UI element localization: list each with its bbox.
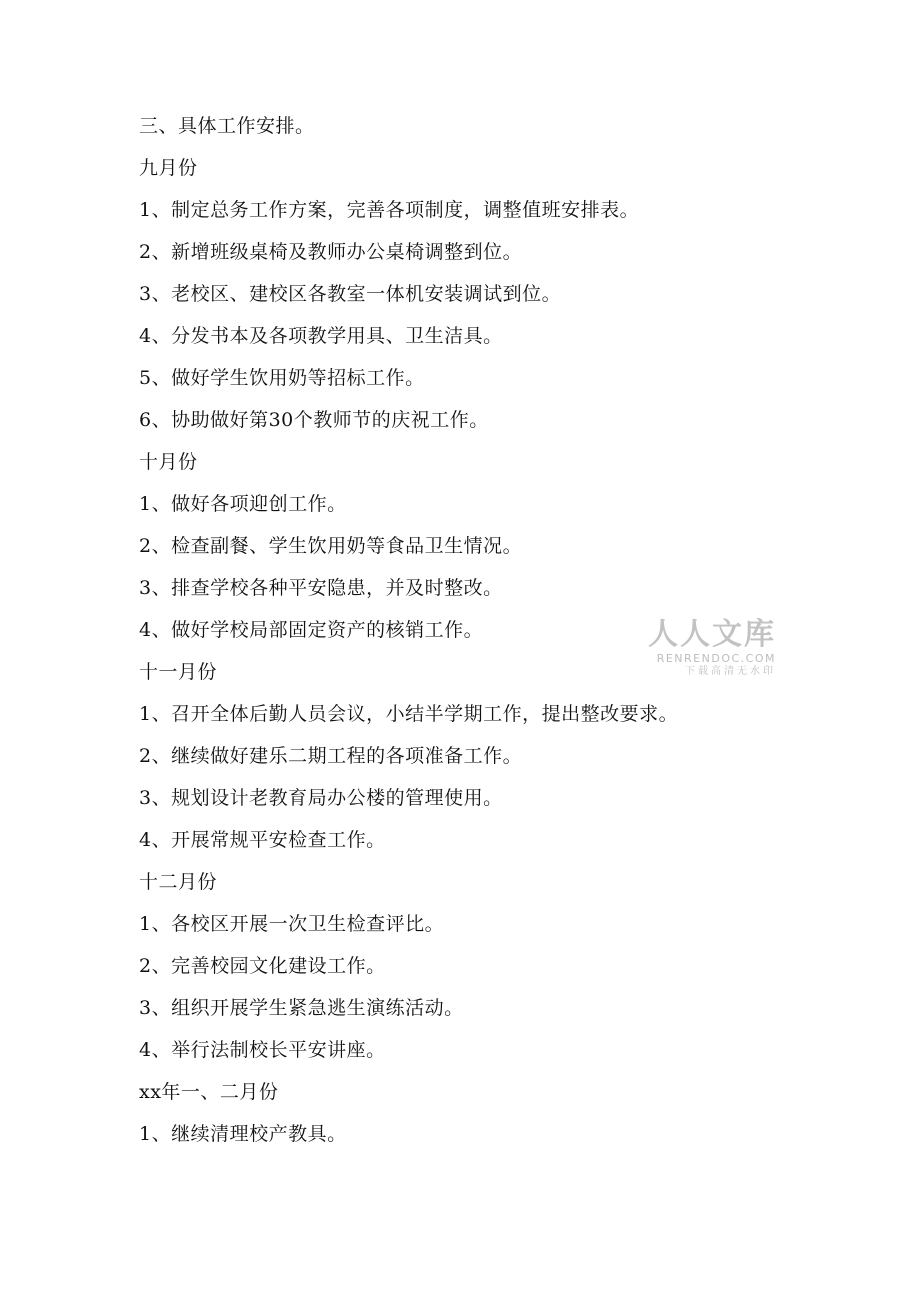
watermark: [646, 618, 776, 678]
list-item: 1、召开全体后勤人员会议，小结半学期工作，提出整改要求。: [139, 703, 679, 725]
watermark-title: 人人文库: [648, 617, 776, 652]
list-item: 1、制定总务工作方案，完善各项制度，调整值班安排表。: [139, 199, 640, 221]
list-item: 1、继续清理校产教具。: [139, 1123, 347, 1145]
watermark-subtitle: 下载高清无水印: [685, 666, 776, 677]
list-item: 3、规划设计老教育局办公楼的管理使用。: [139, 787, 503, 809]
list-item: 4、开展常规平安检查工作。: [139, 829, 386, 851]
list-item: 2、检查副餐、学生饮用奶等食品卫生情况。: [139, 535, 523, 557]
list-item: 3、组织开展学生紧急逃生演练活动。: [139, 997, 464, 1019]
list-item: 4、做好学校局部固定资产的核销工作。: [139, 619, 484, 641]
list-item: 1、做好各项迎创工作。: [139, 493, 347, 515]
month-heading-november: 十一月份: [139, 661, 218, 683]
list-item: 4、举行法制校长平安讲座。: [139, 1039, 386, 1061]
month-heading-december: 十二月份: [139, 871, 218, 893]
list-item: 2、新增班级桌椅及教师办公桌椅调整到位。: [139, 241, 523, 263]
month-heading-september: 九月份: [139, 157, 198, 179]
list-item: 3、老校区、建校区各教室一体机安装调试到位。: [139, 283, 562, 305]
watermark-url: RENRENDOC.COM: [656, 652, 776, 665]
list-item: 5、做好学生饮用奶等招标工作。: [139, 367, 425, 389]
list-item: 2、继续做好建乐二期工程的各项准备工作。: [139, 745, 523, 767]
list-item: 3、排查学校各种平安隐患，并及时整改。: [139, 577, 503, 599]
list-item: 2、完善校园文化建设工作。: [139, 955, 386, 977]
month-heading-jan-feb: xx年一、二月份: [139, 1081, 279, 1103]
list-item: 4、分发书本及各项教学用具、卫生洁具。: [139, 325, 503, 347]
list-item: 1、各校区开展一次卫生检查评比。: [139, 913, 445, 935]
list-item: 6、协助做好第30个教师节的庆祝工作。: [139, 409, 489, 431]
month-heading-october: 十月份: [139, 451, 198, 473]
section-heading: 三、具体工作安排。: [139, 115, 315, 137]
